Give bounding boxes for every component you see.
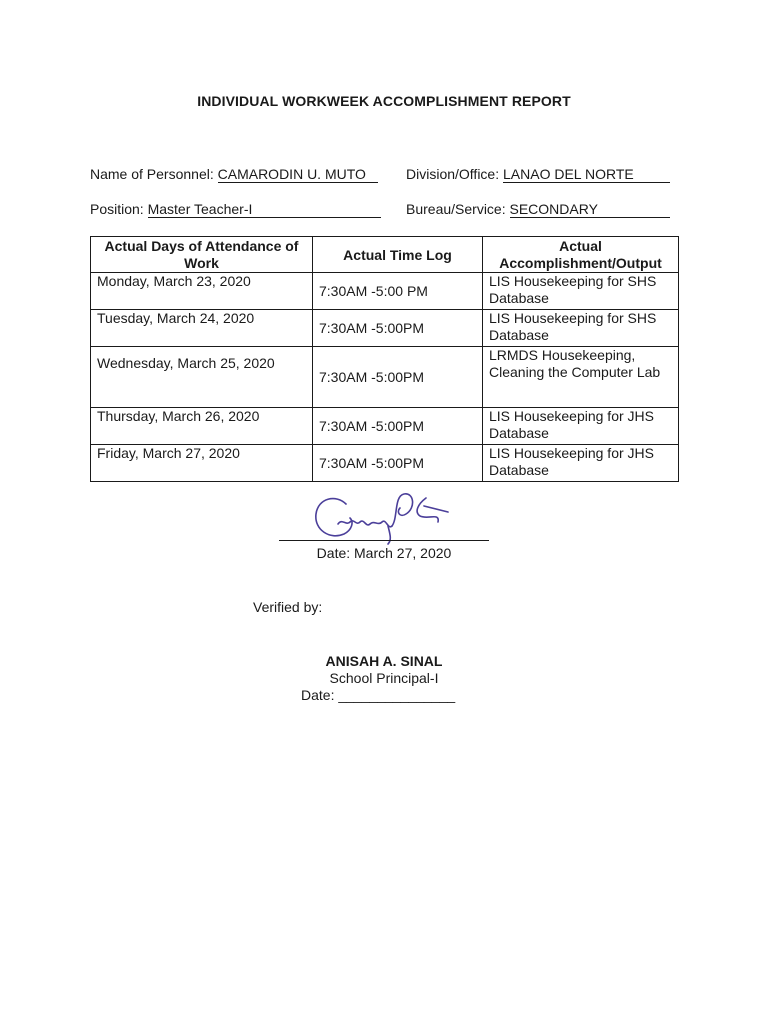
time-cell: 7:30AM -5:00PM <box>313 408 483 445</box>
column-header-time-log: Actual Time Log <box>313 237 483 273</box>
time-cell: 7:30AM -5:00PM <box>313 310 483 347</box>
output-cell: LIS Housekeeping for JHS Database <box>483 408 679 445</box>
principal-title: School Principal-I <box>329 670 439 686</box>
report-title: INDIVIDUAL WORKWEEK ACCOMPLISHMENT REPORT <box>197 93 571 109</box>
table-row <box>91 408 679 445</box>
time-cell: 7:30AM -5:00PM <box>313 347 483 408</box>
division-field <box>406 166 670 183</box>
attendance-table-wrapper <box>90 236 678 482</box>
table-row <box>91 347 679 408</box>
principal-date-field <box>301 687 455 703</box>
table-row <box>91 445 679 482</box>
day-cell: Friday, March 27, 2020 <box>91 445 313 482</box>
name-value: CAMARODIN U. MUTO <box>218 167 378 183</box>
bureau-label: Bureau/Service: <box>406 201 506 217</box>
principal-name: ANISAH A. SINAL <box>325 653 443 669</box>
position-value: Master Teacher-I <box>148 202 381 218</box>
output-cell: LIS Housekeeping for JHS Database <box>483 445 679 482</box>
principal-date-label: Date: <box>301 687 335 703</box>
attendance-table <box>90 236 679 482</box>
signature-date: Date: March 27, 2020 <box>316 545 452 561</box>
day-cell: Monday, March 23, 2020 <box>91 273 313 310</box>
principal-date-blank: _______________ <box>338 687 456 703</box>
output-cell: LIS Housekeeping for SHS Database <box>483 310 679 347</box>
signature-line <box>279 540 489 541</box>
time-cell: 7:30AM -5:00 PM <box>313 273 483 310</box>
verified-by-label: Verified by: <box>253 599 323 615</box>
name-label: Name of Personnel: <box>90 166 214 182</box>
name-field <box>90 166 378 183</box>
table-header-row <box>91 237 679 273</box>
handwritten-signature-image <box>308 482 458 546</box>
table-row <box>91 310 679 347</box>
position-field <box>90 201 381 218</box>
day-cell: Wednesday, March 25, 2020 <box>91 347 313 408</box>
column-header-accomplishment: Actual Accomplishment/Output <box>483 237 679 273</box>
time-cell: 7:30AM -5:00PM <box>313 445 483 482</box>
day-cell: Tuesday, March 24, 2020 <box>91 310 313 347</box>
division-label: Division/Office: <box>406 166 500 182</box>
bureau-value: SECONDARY <box>510 202 670 218</box>
column-header-days: Actual Days of Attendance of Work <box>91 237 313 273</box>
table-row <box>91 273 679 310</box>
day-cell: Thursday, March 26, 2020 <box>91 408 313 445</box>
bureau-field <box>406 201 670 218</box>
signature <box>276 482 490 546</box>
division-value: LANAO DEL NORTE <box>503 167 670 183</box>
position-label: Position: <box>90 201 144 217</box>
output-cell: LIS Housekeeping for SHS Database <box>483 273 679 310</box>
output-cell: LRMDS Housekeeping, Cleaning the Computer Lab <box>483 347 679 408</box>
